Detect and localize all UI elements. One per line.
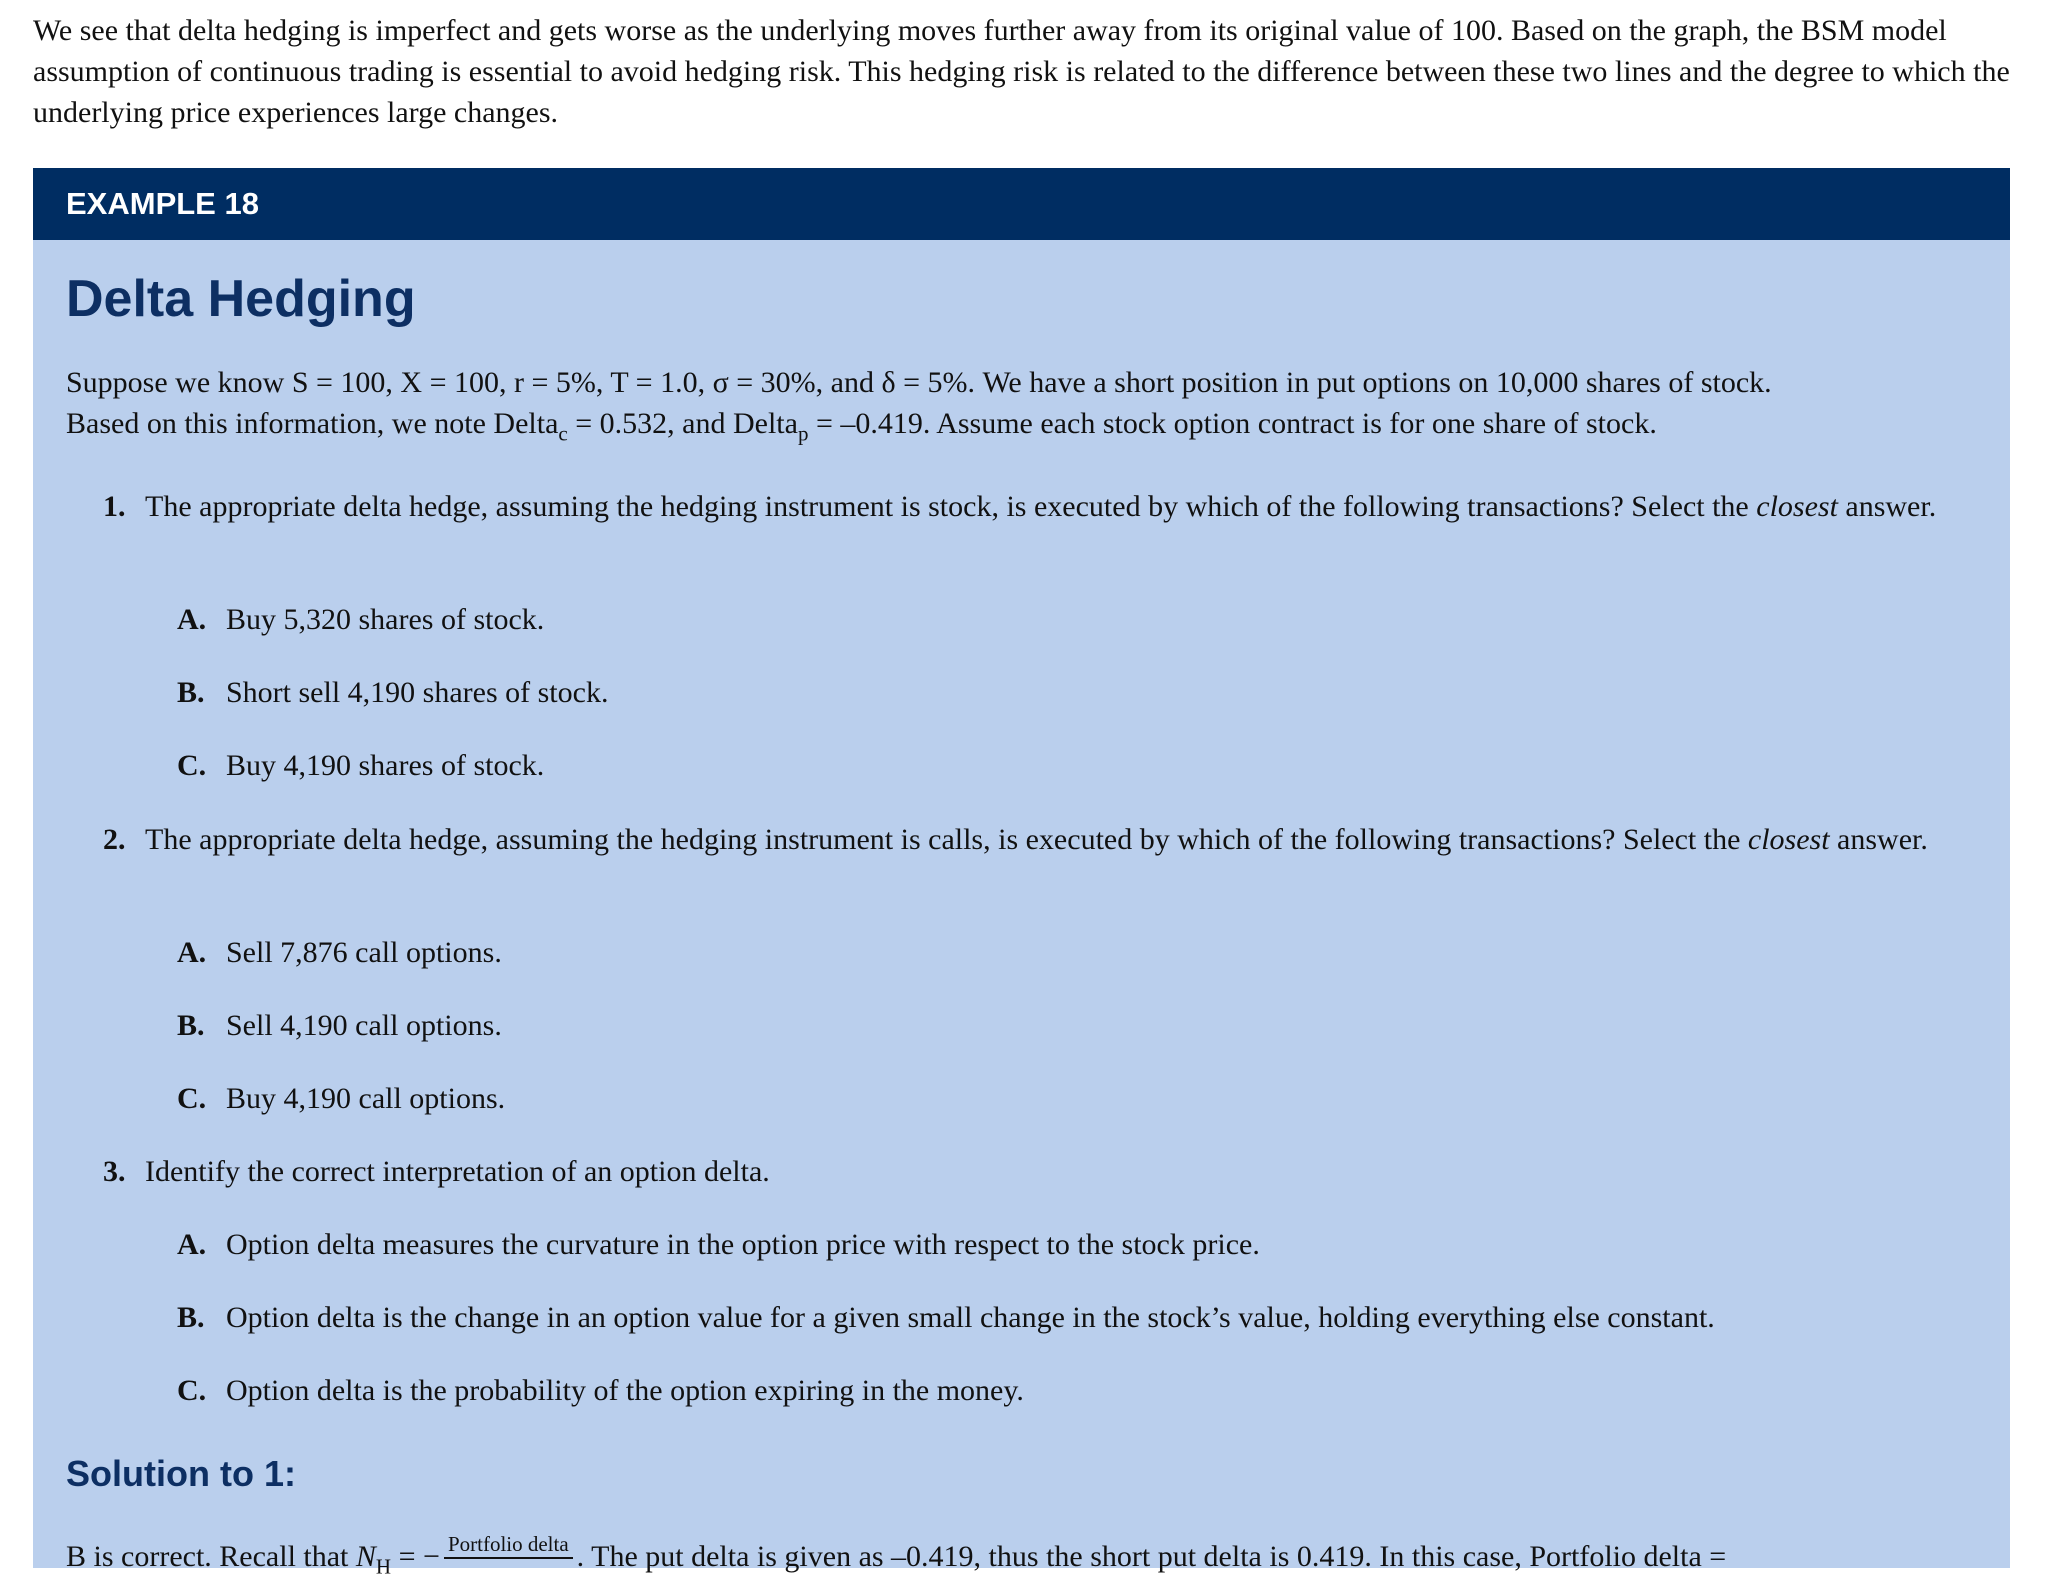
option-text: Sell 4,190 call options. bbox=[226, 1009, 502, 1042]
option-letter: A. bbox=[177, 1228, 207, 1261]
premise-sub-p: p bbox=[797, 421, 809, 446]
option-letter: A. bbox=[177, 603, 207, 636]
premise-sub-c: c bbox=[558, 421, 568, 446]
premise-line-1: Suppose we know S = 100, X = 100, r = 5%, T = 1.0, σ = 30%, and δ = 5%. We have a short position in put options on 10,000 shares of stock. bbox=[66, 366, 1772, 399]
question-number: 3. bbox=[103, 1155, 126, 1188]
option-2c bbox=[177, 1078, 505, 1119]
question-text: The appropriate delta hedge, assuming the hedging instrument is stock, is executed by which of the following transactions? Select the bbox=[145, 490, 1757, 523]
option-text: Buy 4,190 shares of stock. bbox=[226, 749, 545, 782]
option-text: Option delta measures the curvature in the option price with respect to the stock price. bbox=[226, 1228, 1260, 1261]
math-n-symbol: N bbox=[355, 1540, 376, 1573]
math-equals: = − bbox=[391, 1540, 440, 1573]
fraction-numerator: Portfolio delta bbox=[444, 1531, 573, 1559]
question-2 bbox=[103, 819, 2003, 860]
option-letter: C. bbox=[177, 1374, 207, 1407]
option-text: Option delta is the change in an option value for a given small change in the stock’s value, holding everything else constant. bbox=[226, 1301, 1715, 1334]
option-3c bbox=[177, 1370, 1024, 1411]
premise-line-2a: Based on this information, we note Delta bbox=[66, 407, 559, 440]
option-letter: B. bbox=[177, 1009, 205, 1042]
solution-text-start: B is correct. Recall that bbox=[66, 1540, 356, 1573]
option-text: Buy 5,320 shares of stock. bbox=[226, 603, 545, 636]
option-text: Sell 7,876 call options. bbox=[226, 936, 502, 969]
question-text: Identify the correct interpretation of an option delta. bbox=[145, 1155, 770, 1188]
option-text: Short sell 4,190 shares of stock. bbox=[226, 676, 609, 709]
option-letter: B. bbox=[177, 676, 205, 709]
option-2a bbox=[177, 932, 502, 973]
example-premise bbox=[66, 362, 1996, 444]
option-1a bbox=[177, 599, 544, 640]
question-3 bbox=[103, 1151, 2003, 1192]
option-letter: A. bbox=[177, 936, 207, 969]
premise-line-2c: = –0.419. Assume each stock option contract is for one share of stock. bbox=[808, 407, 1657, 440]
question-text: The appropriate delta hedge, assuming the hedging instrument is calls, is executed by which of the following transactions? Select the bbox=[145, 823, 1748, 856]
option-text: Option delta is the probability of the option expiring in the money. bbox=[226, 1374, 1024, 1407]
question-number: 2. bbox=[103, 823, 126, 856]
question-1 bbox=[103, 486, 2003, 527]
example-box bbox=[33, 168, 2010, 1578]
question-emphasis: closest bbox=[1756, 490, 1838, 523]
premise-line-2b: = 0.532, and Delta bbox=[567, 407, 798, 440]
option-letter: C. bbox=[177, 749, 207, 782]
solution-title: Solution to 1: bbox=[66, 1453, 296, 1494]
option-3b bbox=[177, 1297, 1715, 1338]
option-1c bbox=[177, 745, 544, 786]
option-2b bbox=[177, 1005, 502, 1046]
option-letter: C. bbox=[177, 1082, 207, 1115]
option-letter: B. bbox=[177, 1301, 205, 1334]
math-fraction bbox=[444, 1531, 573, 1559]
question-number: 1. bbox=[103, 490, 126, 523]
intro-paragraph: We see that delta hedging is imperfect and gets worse as the underlying moves further away from its original value of 100. Based on the graph, the BSM model assumption of continuous trading is essential to avoid hedging risk. This hedging risk is related to the difference between these two lines and the degree to which the underlying price experiences large changes. bbox=[33, 14, 2010, 129]
solution-text-end: . The put delta is given as –0.419, thus the short put delta is 0.419. In this case, Portfolio delta = bbox=[576, 1540, 1727, 1573]
option-3a bbox=[177, 1224, 1260, 1265]
option-text: Buy 4,190 call options. bbox=[226, 1082, 506, 1115]
math-n-subscript: H bbox=[375, 1554, 392, 1578]
question-text-end: answer. bbox=[1829, 823, 1928, 856]
question-text-end: answer. bbox=[1837, 490, 1937, 523]
option-1b bbox=[177, 672, 608, 713]
example-label: EXAMPLE 18 bbox=[33, 168, 2010, 240]
question-emphasis: closest bbox=[1747, 823, 1830, 856]
solution-text bbox=[66, 1532, 1727, 1578]
example-title: Delta Hedging bbox=[66, 270, 416, 328]
